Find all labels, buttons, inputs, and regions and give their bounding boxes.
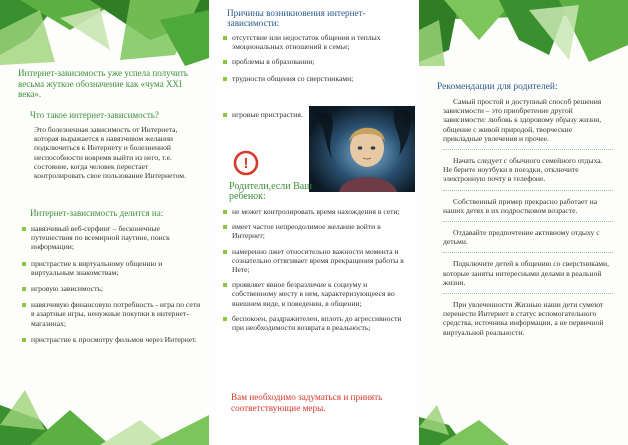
paragraph: Самый простой и доступный способ решения зависимости – это приобретение другой зависимости: любовь к здоровому образу жизни, общение с живой природой, творческие прикладные увлечения и прочее.	[443, 97, 602, 143]
green-abstract-decoration-bottom	[0, 385, 209, 445]
list-item: не может контролировать время нахождения в сети;	[223, 207, 409, 216]
paragraph: Отдавайте предпочтение активному отдыху с детьми.	[443, 228, 600, 247]
intro-text: Интернет-зависимость уже успела получить весьма жуткое обозначение как «чума XXI века».	[18, 68, 188, 100]
list-item: навязчивый веб-серфинг – бесконечные путешествия по всемирной паутине, поиск информации;	[22, 224, 202, 252]
list-item: игровые пристрастия.	[223, 110, 303, 119]
list-item: проблемы в образовании;	[223, 57, 408, 66]
list-item: намеренно лжет относительно важности момента и сознательно оттягивает время прекращения работы в Нете;	[223, 247, 409, 275]
paragraph: При увлеченности Жизнью наши дети сумеют перенести Интернет в статус вспомогательного средства, источника информации, а не первичной виртуальной реальности.	[443, 300, 604, 337]
right-panel	[419, 0, 628, 445]
parents-title: Родители,если Ваш ребенок:	[229, 181, 312, 203]
what-is-title: Что такое интернет-зависимость?	[30, 110, 159, 120]
divides-list	[22, 224, 202, 351]
middle-panel	[209, 0, 419, 445]
list-item: проявляет явное безразличие к социуму и собственному месту в нем, характеризующееся во внешнем виде, в поведении, в общении;	[223, 280, 409, 308]
divides-title: Интернет-зависимость делится на:	[30, 208, 164, 218]
causes-list-last	[223, 110, 303, 126]
paragraph: Начать следует с обычного семейного отдыха. Не берите ноутбуки в поездки, отключите электронную почту в телефоне.	[443, 156, 603, 184]
green-abstract-decoration-top	[0, 0, 209, 70]
paragraph: Подключите детей к общению со сверстниками, которые заняты интересными делами в реальной жизни.	[443, 259, 609, 287]
child-photo	[309, 106, 415, 192]
child-signs-list	[223, 207, 409, 339]
dotted-divider	[443, 221, 613, 222]
list-item: навязчивую финансовую потребность - игра по сети в азартные игры, ненужные покупки в интернет-магазинах;	[22, 300, 202, 328]
dotted-divider	[443, 149, 613, 150]
what-is-text: Это болезненная зависимость от Интернета, которая выражается в навязчивом желании подключиться к Интернету и болезненной неспособности вовремя выйти из него, т.е. состояние, когда человек перестает контролировать свое пользование Интернетом.	[34, 125, 186, 181]
list-item: беспокоен, раздражителен, вплоть до агрессивности при необходимости возврата в реальность;	[223, 314, 409, 332]
list-item: трудности общения со сверстниками;	[223, 74, 408, 83]
dotted-divider	[443, 190, 613, 191]
green-abstract-decoration-top	[419, 0, 628, 68]
causes-list	[223, 33, 408, 90]
causes-title: Причины возникновения интернет-зависимости:	[227, 8, 366, 29]
list-item: пристрастие к виртуальному общению и виртуальным знакомствам;	[22, 259, 202, 277]
dotted-divider	[443, 252, 613, 253]
list-item: имеет частое непреодолимое желание войти в Интернет;	[223, 222, 409, 240]
recommendations-title: Рекомендации для родителей:	[437, 82, 558, 92]
list-item: пристрастие к просмотру фильмов через Интернет.	[22, 335, 202, 344]
svg-text:!: !	[243, 155, 249, 172]
dotted-divider	[443, 293, 613, 294]
exclamation-alert-icon	[233, 150, 259, 176]
list-item: игровую зависимость;	[22, 284, 202, 293]
left-panel	[0, 0, 209, 445]
recommendations-body	[443, 97, 613, 337]
call-to-action: Вам необходимо задуматься и принять соответствующие меры.	[231, 392, 383, 413]
list-item: отсутствие или недостаток общения и теплых эмоциональных отношений в семье;	[223, 33, 408, 51]
green-abstract-decoration-bottom	[419, 405, 628, 445]
paragraph: Собственный пример прекрасно работает на наших детях в их подростковом возрасте.	[443, 196, 598, 215]
